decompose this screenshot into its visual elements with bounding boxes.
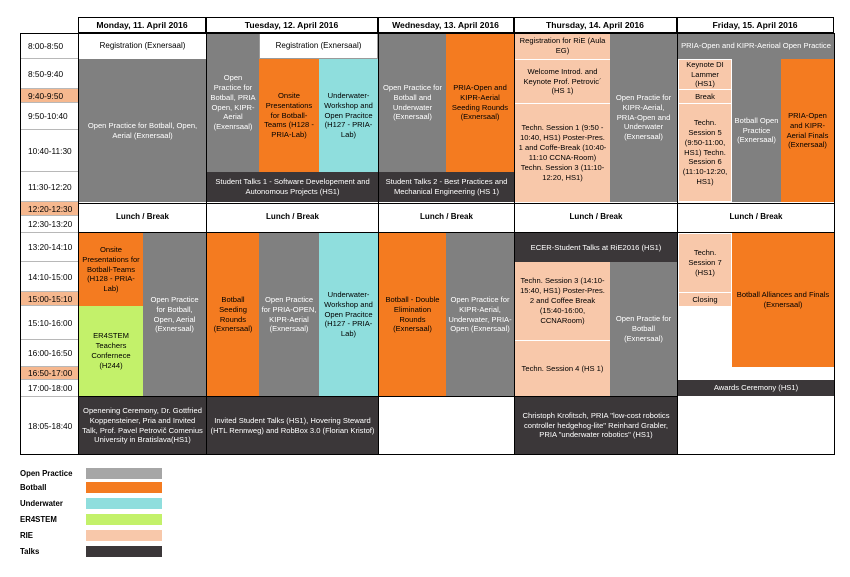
legend-label: Open Practice <box>20 468 73 478</box>
event-tue-onsite-presentations: Onsite Presentations for Botball-Teams (H128 - PRIA-Lab) <box>259 59 319 172</box>
event-thu-krofitsch-talk: Christoph Krofitsch, PRIA "low-cost robotics controller hedgehog-lite" Reinhard Grabler, PRIA "underwater robotics" (HS1) <box>515 397 677 454</box>
legend-swatch <box>86 530 162 541</box>
event-thu-keynote: Welcome Introd. and Keynote Prof. Petrovic´ (HS 1) <box>515 60 610 103</box>
time-slot: 16:00-16:50 <box>20 340 78 367</box>
event-fri-keynote: Keynote DI Lammer (HS1) <box>679 60 731 89</box>
event-tue-registration: Registration (Exnersaal) <box>259 33 378 59</box>
day-header-wednesday: Wednesday, 13. April 2016 <box>378 17 514 33</box>
legend-item <box>20 513 162 525</box>
legend-item <box>20 497 162 509</box>
column-divider <box>78 17 79 455</box>
legend-swatch <box>86 498 162 509</box>
legend-swatch <box>86 468 162 479</box>
event-fri-alliances-finals: Botball Alliances and Finals (Exnersaal) <box>732 233 834 367</box>
time-slot: 12:20-12:30 <box>20 202 78 216</box>
event-thu-lunch: Lunch / Break <box>515 204 677 231</box>
event-wed-seeding-rounds: PRIA-Open and KIPR-Aerial Seeding Rounds (Exnersaal) <box>446 33 514 172</box>
column-divider <box>514 17 515 455</box>
time-slot: 17:00-18:00 <box>20 380 78 397</box>
row-divider <box>78 232 835 233</box>
time-slot: 8:00-8:50 <box>20 33 78 59</box>
event-mon-opening-ceremony: Openening Ceremony, Dr. Gottfried Koppensteiner, Pria and Invited Talk, Prof. Pavel Petrovič Comenius University in Bratislava(HS1) <box>79 397 206 454</box>
event-mon-onsite-presentations: Onsite Presentations for Botball-Teams (H128 - PRIA-Lab) <box>79 233 143 306</box>
event-wed-lunch: Lunch / Break <box>379 204 514 231</box>
legend-item <box>20 481 162 493</box>
legend-label: Talks <box>20 546 40 556</box>
event-fri-lunch: Lunch / Break <box>678 204 834 231</box>
event-tue-student-talks: Student Talks 1 - Software Developement and Autonomous Projects (HS1) <box>207 172 378 202</box>
time-slot: 11:30-12:20 <box>20 172 78 202</box>
legend-item <box>20 529 162 541</box>
time-slot: 10:40-11:30 <box>20 130 78 172</box>
event-wed-double-elimination: Botball - Double Elimination Rounds (Exnersaal) <box>379 233 446 396</box>
legend-item <box>20 545 162 557</box>
day-header-friday: Friday, 15. April 2016 <box>677 17 834 33</box>
row-divider <box>78 396 678 397</box>
event-fri-break: Break <box>679 90 731 103</box>
legend-label: Underwater <box>20 498 63 508</box>
legend-label: RIE <box>20 530 33 540</box>
time-slot: 12:30-13:20 <box>20 216 78 233</box>
day-header-monday: Monday, 11. April 2016 <box>78 17 206 33</box>
event-thu-open-practice: Open Practie for KIPR-Aerial, PRIA-Open and Underwater (Exnersaal) <box>610 33 677 202</box>
event-mon-er4stem: ER4STEM Teachers Confernece (H244) <box>79 306 143 396</box>
event-mon-open-practice: Open Practice for Botball, Open, Aerial (Exnersaal) <box>79 59 206 202</box>
time-slot: 18:05-18:40 <box>28 420 73 431</box>
event-mon-registration: Registration (Exnersaal) <box>79 33 206 59</box>
row-divider <box>78 203 835 204</box>
legend-item <box>20 467 162 479</box>
time-slot: 8:50-9:40 <box>20 59 78 89</box>
event-wed-open-practice: Open Practice for Botball and Underwater (Exnersaal) <box>379 33 446 172</box>
event-wed-student-talks: Student Talks 2 - Best Practices and Mechanical Engineering (HS 1) <box>379 172 514 202</box>
time-slot: 15:00-15:10 <box>20 292 78 306</box>
event-thu-registration: Registration for RiE (Aula EG) <box>515 33 610 59</box>
legend-label: Botball <box>20 482 47 492</box>
time-slot: 9:50-10:40 <box>20 103 78 130</box>
legend-swatch <box>86 482 162 493</box>
column-divider <box>677 17 678 455</box>
column-divider <box>206 17 207 455</box>
column-divider <box>378 17 379 455</box>
event-fri-botball-open-practice: Botball Open Practice (Exnersaal) <box>732 59 781 202</box>
event-thu-open-practice-2: Open Practie for Botball (Exnersaal) <box>610 262 677 396</box>
event-thu-session-1: Techn. Session 1 (9:50 - 10:40, HS1) Poster-Pres. 1 and Coffe-Break (10:40-11:10 CCNA-Room) Techn. Session 3 (11:10-12:20, HS1) <box>515 104 610 202</box>
legend-swatch <box>86 514 162 525</box>
day-header-tuesday: Tuesday, 12. April 2016 <box>206 17 378 33</box>
event-wed-open-practice-2: Open Practice for KIPR-Aerial, Underwater, PRIA-Open (Exnersaal) <box>446 233 514 396</box>
event-tue-lunch: Lunch / Break <box>207 204 378 231</box>
event-tue-underwater-2: Underwater-Workshop and Open Pracitce (H127 - PRIA-Lab) <box>319 233 378 396</box>
time-slot: 14:10-15:00 <box>20 262 78 292</box>
event-fri-awards-ceremony: Awards Ceremony (HS1) <box>678 380 834 396</box>
day-header-thursday: Thursday, 14. April 2016 <box>514 17 677 33</box>
event-tue-open-practice: Open Practice for Botball, PRIA Open, KIPR-Aerial (Exenrsaal) <box>207 33 259 172</box>
event-fri-session-5: Techn. Session 5 (9:50-11:00, HS1) Techn. Session 6 (11:10-12:20, HS1) <box>679 104 731 201</box>
event-fri-closing: Closing <box>679 293 731 306</box>
time-slot: 16:50-17:00 <box>20 367 78 380</box>
event-tue-open-practice-2: Open Practice for PRIA-OPEN, KIPR-Aerial (Exnersaal) <box>259 233 319 396</box>
event-fri-open-practice-top: PRIA-Open and KIPR-Aerioal Open Practice <box>678 33 834 59</box>
event-thu-session-4: Techn. Session 4 (HS 1) <box>515 341 610 396</box>
event-mon-open-practice-2: Open Practice for Botball, Open, Aerial (Exnersaal) <box>143 233 206 396</box>
event-tue-seeding-rounds: Botball Seeding Rounds (Exnersaal) <box>207 233 259 396</box>
time-slot: 15:10-16:00 <box>20 306 78 340</box>
event-thu-ecer-talks: ECER-Student Talks at RiE2016 (HS1) <box>515 233 677 262</box>
event-thu-session-3: Techn. Session 3 (14:10-15:40, HS1) Poster-Pres. 2 and Coffee Break (15:40-16:00, CCNARoom) <box>515 262 610 340</box>
event-fri-session-7: Techn. Session 7 (HS1) <box>679 234 731 292</box>
event-tue-invited-talks: Invited Student Talks (HS1), Hovering Steward (HTL Rennweg) and RobBox 3.0 (Florian Kristof) <box>207 397 378 454</box>
time-slot: 13:20-14:10 <box>20 233 78 262</box>
legend-label: ER4STEM <box>20 514 57 524</box>
schedule-frame <box>20 33 835 455</box>
time-slot: 9:40-9:50 <box>20 89 78 103</box>
event-tue-underwater: Underwater-Workshop and Open Pracitce (H127 - PRIA-Lab) <box>319 59 378 172</box>
event-mon-lunch: Lunch / Break <box>79 204 206 231</box>
event-fri-finals: PRIA-Open and KIPR-Aerial Finals (Exnersaal) <box>781 59 834 202</box>
legend-swatch <box>86 546 162 557</box>
